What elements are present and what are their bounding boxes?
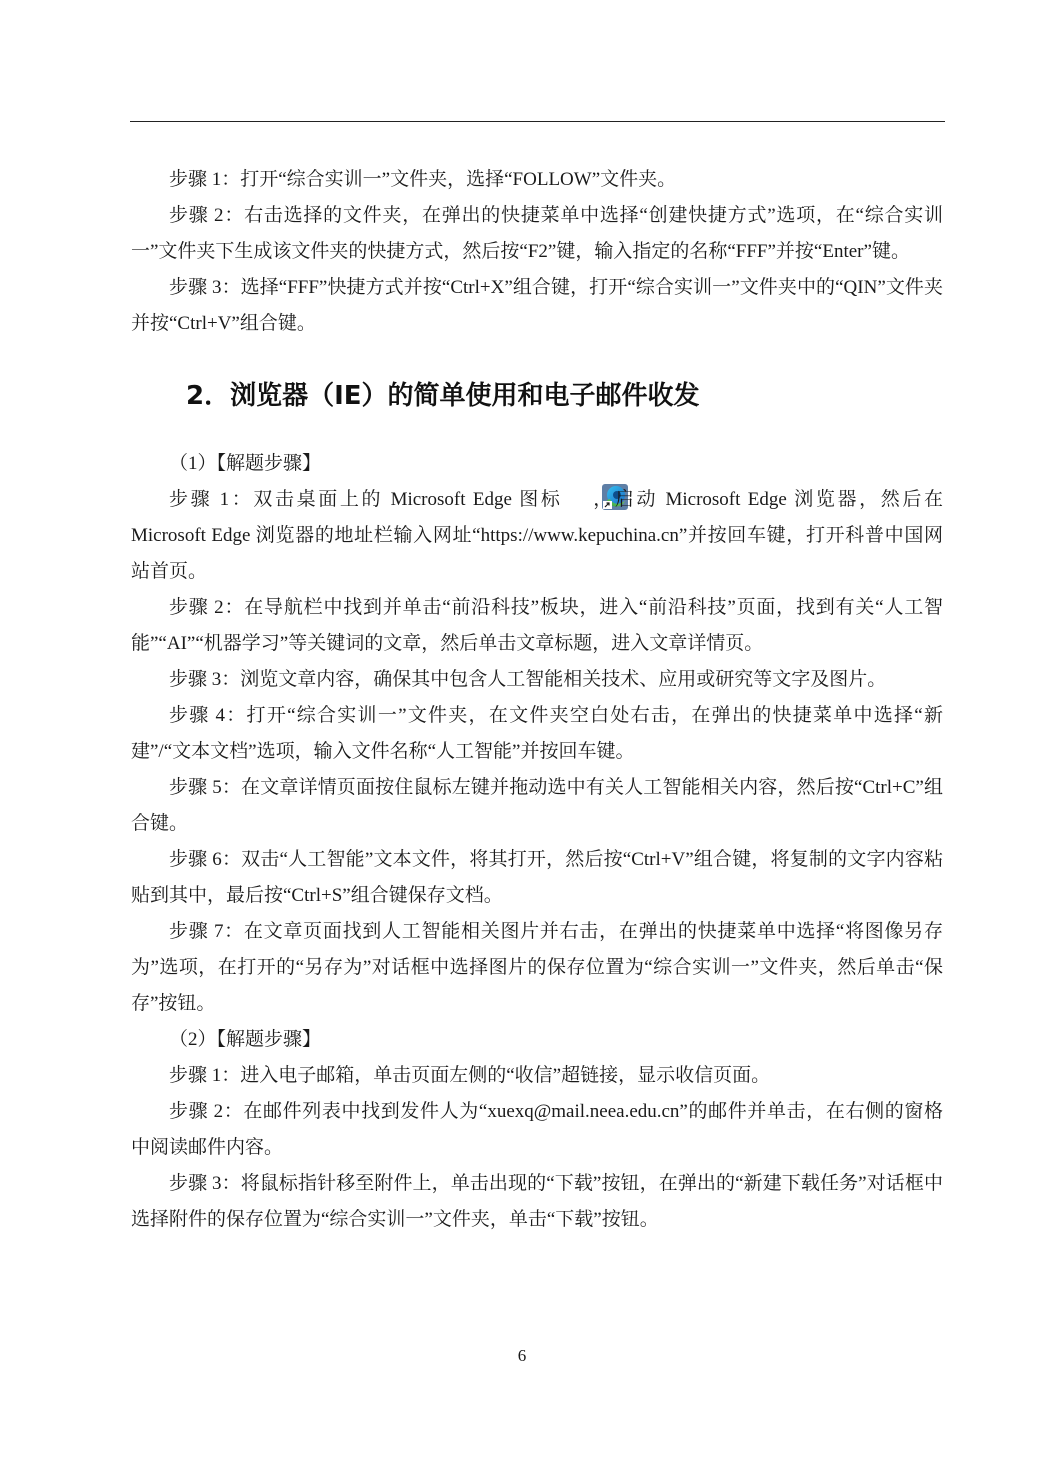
part2-step-2: 步骤 2：在邮件列表中找到发件人为“xuexq@mail.neea.edu.cn”的邮件并单击，在右侧的窗格中阅读邮件内容。: [131, 1101, 943, 1158]
part2-step-3: 步骤 3：将鼠标指针移至附件上，单击出现的“下载”按钮，在弹出的“新建下载任务”对话框中选择附件的保存位置为“综合实训一”文件夹，单击“下载”按钮。: [131, 1173, 943, 1230]
part1-step-4: 步骤 4：打开“综合实训一”文件夹，在文件夹空白处右击，在弹出的快捷菜单中选择“新建”/“文本文档”选项，输入文件名称“人工智能”并按回车键。: [131, 705, 943, 762]
microsoft-edge-icon: [564, 484, 590, 510]
part1-step-1: [131, 482, 943, 590]
part1-step-3: 步骤 3：浏览文章内容，确保其中包含人工智能相关技术、应用或研究等文字及图片。: [169, 669, 887, 690]
part1-step-1-text-b: ，启动 Microsoft Edge 浏览器，然后在 Microsoft Edge 浏览器的地址栏输入网址“https://www.kepuchina.cn”并按回车键，打开科普中国网站首页。: [131, 489, 943, 582]
part1-step-1-text-a: 步骤 1：双击桌面上的 Microsoft Edge 图标: [169, 489, 563, 510]
header-rule: [130, 121, 945, 122]
part1-step-5: 步骤 5：在文章详情页面按住鼠标左键并拖动选中有关人工智能相关内容，然后按“Ctrl+C”组合键。: [131, 777, 943, 834]
section1-step-3: 步骤 3：选择“FFF”快捷方式并按“Ctrl+X”组合键，打开“综合实训一”文件夹中的“QIN”文件夹并按“Ctrl+V”组合键。: [131, 277, 943, 334]
part2-step-1: 步骤 1：进入电子邮箱，单击页面左侧的“收信”超链接，显示收信页面。: [169, 1065, 771, 1086]
part1-step-6: 步骤 6：双击“人工智能”文本文件，将其打开，然后按“Ctrl+V”组合键，将复制的文字内容粘贴到其中，最后按“Ctrl+S”组合键保存文档。: [131, 849, 943, 906]
part2-label: （2）【解题步骤】: [169, 1029, 322, 1050]
part1-label: （1）【解题步骤】: [169, 453, 322, 474]
section1-step-1: 步骤 1：打开“综合实训一”文件夹，选择“FOLLOW”文件夹。: [169, 169, 677, 190]
section1-step-2: 步骤 2：右击选择的文件夹，在弹出的快捷菜单中选择“创建快捷方式”选项，在“综合实训一”文件夹下生成该文件夹的快捷方式，然后按“F2”键，输入指定的名称“FFF”并按“Enter”键。: [131, 205, 943, 262]
part1-step-2: 步骤 2：在导航栏中找到并单击“前沿科技”板块，进入“前沿科技”页面，找到有关“人工智能”“AI”“机器学习”等关键词的文章，然后单击文章标题，进入文章详情页。: [131, 597, 943, 654]
part1-step-7: 步骤 7：在文章页面找到人工智能相关图片并右击，在弹出的快捷菜单中选择“将图像另存为”选项，在打开的“另存为”对话框中选择图片的保存位置为“综合实训一”文件夹，然后单击“保存”按钮。: [131, 921, 943, 1014]
page-content: [131, 162, 943, 1238]
page-number: 6: [517, 1346, 527, 1365]
section2-heading: 2．浏览器（IE）的简单使用和电子邮件收发: [186, 381, 700, 411]
